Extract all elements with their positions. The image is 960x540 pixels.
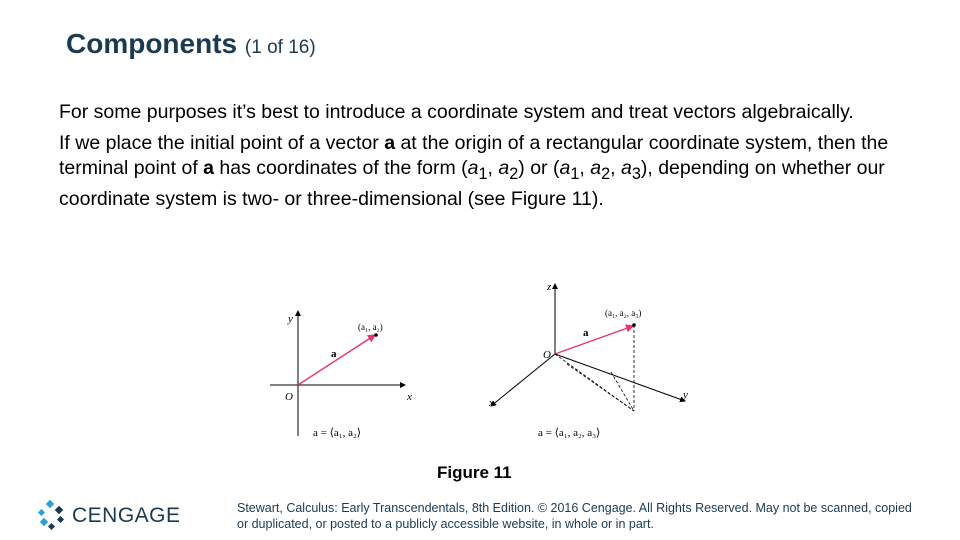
- z-label-3d: z: [547, 281, 552, 293]
- vector-a-2d: [298, 335, 375, 385]
- paragraph-2-segment: 3: [631, 164, 641, 183]
- slide-body: [59, 100, 909, 218]
- paragraph-2-segment: has coordinates of the form (: [214, 157, 468, 179]
- paragraph-2: [59, 131, 909, 212]
- paragraph-2-segment: 1: [570, 164, 580, 183]
- paragraph-2-segment: 1: [478, 164, 488, 183]
- y-axis-3d: [555, 354, 685, 401]
- paragraph-2-segment: 2: [601, 164, 611, 183]
- cengage-wordmark: CENGAGE: [72, 504, 181, 527]
- paragraph-2-segment: at the origin of a rectangular coordinate system, then the terminal point of: [59, 132, 889, 179]
- point-label-3d: (a₁, a₂, a₃): [605, 308, 642, 318]
- figure-label: Figure 11: [437, 463, 512, 482]
- terminal-point-2d: [374, 333, 378, 337]
- diagram-3d: [488, 281, 688, 439]
- origin-label-2d: O: [285, 391, 293, 403]
- paragraph-2-segment: ,: [579, 157, 591, 179]
- paragraph-2-segment: ) or (: [518, 157, 560, 179]
- slide-title-counter: (1 of 16): [244, 37, 316, 58]
- paragraph-1: For some purposes it’s best to introduce a coordinate system and treat vectors algebraically.: [59, 101, 854, 123]
- slide-title: [66, 28, 316, 60]
- paragraph-2-segment: a: [467, 157, 479, 179]
- point-label-2d: (a₁, a₂): [358, 322, 383, 332]
- y-label-3d: y: [683, 389, 688, 401]
- vector-a-3d: [555, 326, 633, 354]
- copyright-notice: Stewart, Calculus: Early Transcendentals, 8th Edition. © 2016 Cengage. All Rights Reserved. May not be scanned, copied or duplicated, or posted to a publicly accessible website, in whole or in part.: [237, 501, 912, 531]
- paragraph-2-segment: a: [590, 157, 602, 179]
- projection-base-3: [611, 372, 634, 411]
- paragraph-2-segment: 2: [509, 164, 519, 183]
- x-axis-3d: [491, 354, 555, 406]
- paragraph-2-segment: If we place the initial point of a vector: [59, 132, 385, 154]
- x-label-3d: x: [489, 397, 494, 409]
- caption-2d: a = ⟨a₁, a₂⟩: [313, 427, 362, 439]
- paragraph-2-segment: ,: [610, 157, 621, 179]
- caption-3d: a = ⟨a₁, a₂, a₃⟩: [538, 427, 601, 439]
- diagram-2d: [270, 311, 412, 439]
- origin-label-3d: O: [543, 349, 551, 361]
- slide-title-text: Components: [66, 28, 238, 59]
- figure-11: [255, 276, 695, 456]
- vector-label-3d: a: [583, 327, 589, 339]
- paragraph-2-segment: ), depending on whether our coordinate system is two- or three-dimensional (see Figure 11).: [59, 157, 885, 210]
- y-label-2d: y: [288, 313, 293, 325]
- paragraph-2-segment: ,: [487, 157, 499, 179]
- paragraph-2-segment: a: [203, 157, 215, 179]
- paragraph-2-segment: a: [498, 157, 510, 179]
- paragraph-2-segment: a: [620, 157, 632, 179]
- paragraph-2-segment: a: [384, 132, 396, 154]
- paragraph-2-segment: a: [559, 157, 571, 179]
- vector-label-2d: a: [331, 348, 337, 360]
- x-label-2d: x: [407, 391, 412, 403]
